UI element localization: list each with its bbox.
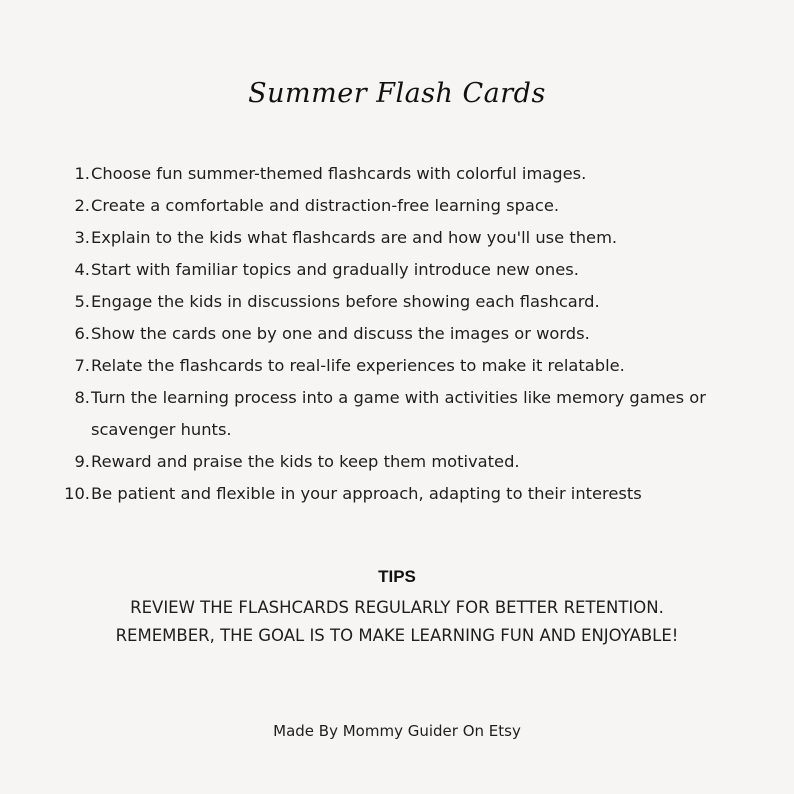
list-item-number: 9. — [74, 452, 90, 471]
list-item-text: Relate the flashcards to real-life experiences to make it relatable. — [91, 356, 625, 375]
tips-heading: TIPS — [378, 567, 416, 586]
instruction-list — [0, 158, 794, 510]
list-item — [0, 350, 794, 382]
list-item-text: Choose fun summer-themed flashcards with colorful images. — [91, 164, 587, 183]
list-item-text: Show the cards one by one and discuss the images or words. — [91, 324, 590, 343]
list-item-number: 7. — [74, 356, 90, 375]
list-item-text: Reward and praise the kids to keep them motivated. — [91, 452, 520, 471]
list-item-number: 1. — [74, 164, 90, 183]
list-item-text-continued: scavenger hunts. — [91, 420, 232, 439]
list-item-text: Start with familiar topics and gradually introduce new ones. — [91, 260, 579, 279]
list-item — [0, 190, 794, 222]
list-item-number: 2. — [74, 196, 90, 215]
list-item — [0, 254, 794, 286]
page-title: Summer Flash Cards — [248, 78, 546, 109]
tip-line: REMEMBER, THE GOAL IS TO MAKE LEARNING FUN AND ENJOYABLE! — [115, 626, 679, 645]
list-item — [0, 222, 794, 254]
list-item-text: Engage the kids in discussions before showing each flashcard. — [91, 292, 600, 311]
list-item — [0, 318, 794, 350]
list-item — [0, 446, 794, 478]
list-item-number: 6. — [74, 324, 90, 343]
list-item-number: 8. — [74, 388, 90, 407]
list-item-number: 10. — [64, 484, 90, 503]
tip-line: REVIEW THE FLASHCARDS REGULARLY FOR BETTER RETENTION. — [130, 598, 664, 617]
list-item-number: 4. — [74, 260, 90, 279]
list-item-number: 3. — [74, 228, 90, 247]
list-item-number: 5. — [74, 292, 90, 311]
list-item — [0, 478, 794, 510]
list-item-text: Be patient and flexible in your approach, adapting to their interests — [91, 484, 642, 503]
list-item-text: Create a comfortable and distraction-free learning space. — [91, 196, 560, 215]
credit-footer: Made By Mommy Guider On Etsy — [273, 722, 521, 740]
list-item — [0, 158, 794, 190]
list-item — [0, 382, 794, 446]
list-item-text: Turn the learning process into a game with activities like memory games or — [91, 388, 706, 407]
list-item-text: Explain to the kids what flashcards are and how you'll use them. — [91, 228, 618, 247]
list-item — [0, 286, 794, 318]
